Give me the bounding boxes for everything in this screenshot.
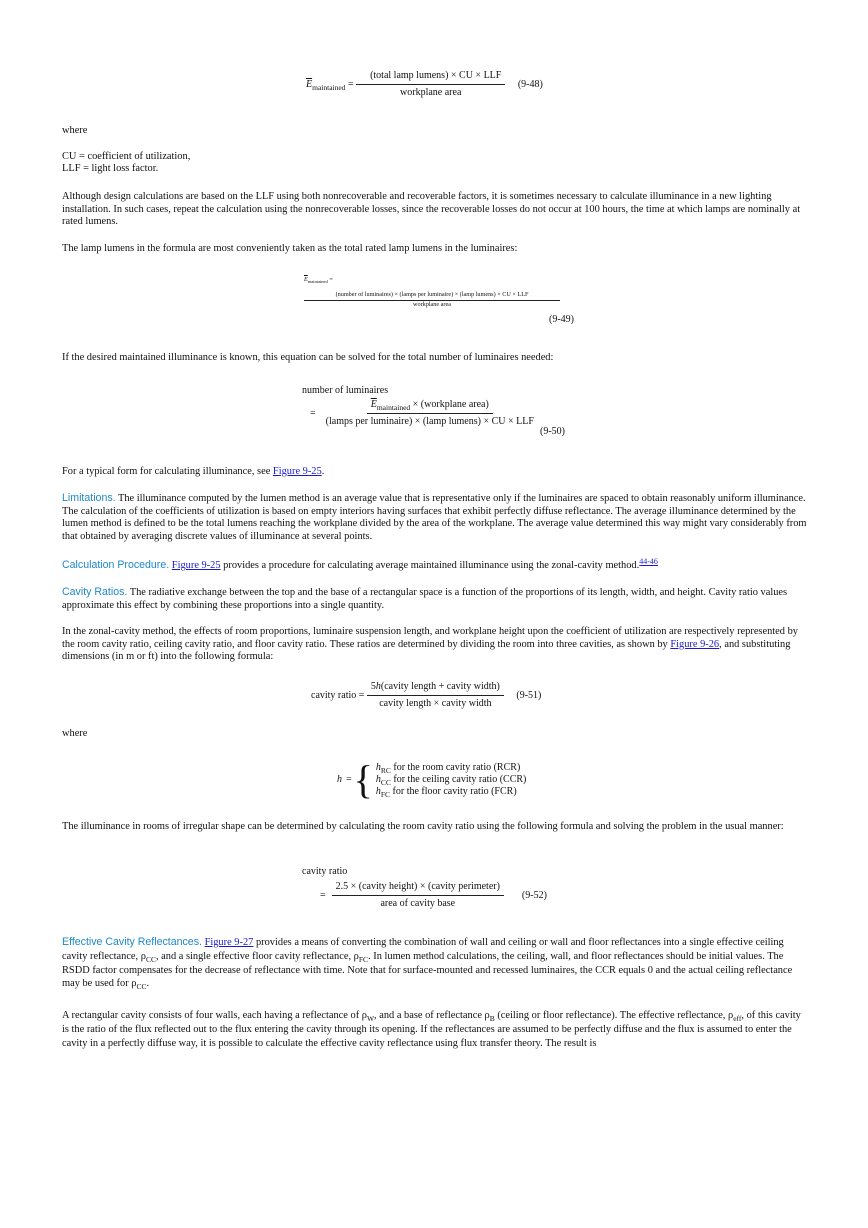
- calc-figure-9-25-link[interactable]: Figure 9-25: [171, 560, 221, 571]
- cavity-ratios-heading: Cavity Ratios.: [62, 586, 128, 598]
- equation-9-50: [302, 385, 572, 438]
- h-def-lhs: h: [337, 774, 342, 785]
- zonal-text-after: , and substituting dimensions (in m or ft) into the following formula:: [62, 638, 791, 663]
- calc-proc-text: provides a procedure for calculating average maintained illuminance using the zonal-cavity method.: [220, 560, 640, 571]
- eq51-num-pre: 5: [370, 681, 376, 692]
- eq50-num-rest: × (workplane area): [410, 399, 489, 410]
- rho-w-sub: W: [366, 1014, 375, 1023]
- equation-9-48: [306, 70, 543, 99]
- eq51-lhs: cavity ratio: [311, 689, 357, 701]
- paragraph-effective-reflectances: [62, 936, 810, 991]
- eq50-number: (9-50): [540, 426, 565, 437]
- equation-9-49: [304, 276, 574, 326]
- eq48-denominator: workplane area: [400, 87, 462, 98]
- eq51-number: (9-51): [516, 689, 542, 701]
- eq52-numerator: 2.5 × (cavity height) × (cavity perimeter): [332, 881, 504, 896]
- h-rc-sub: RC: [380, 766, 391, 775]
- eq51-fraction: [367, 681, 504, 710]
- paragraph-calculation-procedure: [62, 559, 810, 573]
- eq49-number: (9-49): [549, 314, 574, 325]
- form-text-after: .: [321, 466, 325, 477]
- h-cc-symbol: h: [375, 774, 381, 785]
- eq50-fraction: [322, 399, 538, 428]
- paragraph-cavity-ratios: [62, 586, 810, 612]
- rho-symbol: ρ: [353, 950, 359, 962]
- rho-symbol: ρ: [131, 978, 137, 990]
- eq48-fraction: [356, 70, 505, 99]
- effective-heading: Effective Cavity Reflectances.: [62, 936, 202, 948]
- eq48-number: (9-48): [517, 78, 543, 90]
- figure-9-25-link[interactable]: Figure 9-25: [272, 466, 322, 477]
- eq52-number: (9-52): [521, 889, 547, 901]
- eq48-lhs-symbol: $\overline{E}$: [306, 78, 313, 90]
- eq50-num-symbol: $\overline{E}$: [370, 399, 377, 410]
- paragraph-lamp-lumens: The lamp lumens in the formula are most conveniently taken as the total rated lamp lumens in the luminaires:: [62, 243, 518, 254]
- rho-cc-sub: CC: [136, 982, 147, 992]
- eq49-equals: =: [329, 276, 333, 283]
- h-cc-sub: CC: [380, 778, 391, 787]
- limitations-heading: Limitations.: [62, 492, 116, 504]
- rho-cc-sub: CC: [145, 954, 156, 964]
- equation-9-52: [302, 866, 547, 910]
- eq51-equals: =: [358, 689, 365, 701]
- eq52-denominator: area of cavity base: [380, 898, 456, 909]
- rect-text-2: , and a base of reflectance: [374, 1010, 485, 1021]
- rho-b-sub: B: [489, 1014, 495, 1023]
- paragraph-llf: Although design calculations are based on the LLF using both nonrecoverable and recoverable factors, it is sometimes necessary to calculate illuminance in a new lighting installation. In such cases, repeat the calculation using the nonrecoverable losses, since the recoverable losses do not occur at 100 hours, the time at which lamps are nominally at rated lumens.: [62, 191, 801, 228]
- eq49-lhs-symbol: $\overline{E}$: [304, 276, 308, 283]
- limitations-text: The illuminance computed by the lumen method is an average value that is representative only if the luminaires are spaced to obtain reasonably uniform illuminance. The calculation of the coefficients of utilization is based on empty interiors having surfaces that exhibit perfectly diffuse reflectance. The average illuminance determined by the lumen method is defined to be the total lumens reaching the workplane divided by the area of the workplane. The average value determined this way might vary considerably from that obtained by averaging discrete values of illuminance at several points.: [62, 493, 807, 542]
- cavity-ratios-text: The radiative exchange between the top and the base of a rectangular space is a function of the proportions of its length, width, and height. Cavity ratio values approximate this effect by combining these proportions into a single quantity.: [62, 587, 788, 611]
- rho-symbol: ρ: [728, 1010, 734, 1021]
- h-cc-text: for the ceiling cavity ratio (CCR): [390, 774, 527, 785]
- eq51-num-rest: (cavity length + cavity width): [380, 681, 500, 692]
- paragraph-typical-form: [62, 466, 810, 479]
- figure-9-26-link[interactable]: Figure 9-26: [670, 638, 720, 650]
- paragraph-rectangular-cavity: [62, 1009, 810, 1050]
- eq51-num-h: h: [375, 681, 381, 692]
- h-def-row-fc: [376, 786, 527, 798]
- paragraph-desired: If the desired maintained illuminance is known, this equation can be solved for the total number of luminaires needed:: [62, 352, 554, 363]
- eq49-lhs: [304, 276, 574, 284]
- effective-text-4: .: [146, 978, 150, 990]
- h-def-row-cc: [376, 774, 527, 786]
- h-fc-symbol: h: [375, 786, 381, 797]
- eq52-equals: =: [320, 889, 326, 901]
- eq49-numerator: (number of luminaires) × (lamps per luminaire) × (lamp lumens) × CU × LLF: [304, 291, 560, 301]
- figure-9-27-link[interactable]: Figure 9-27: [204, 937, 254, 948]
- equation-9-51: [311, 681, 541, 710]
- def-llf: LLF = light loss factor.: [62, 163, 159, 174]
- h-rc-text: for the room cavity ratio (RCR): [390, 762, 521, 773]
- eq52-lhs: cavity ratio: [302, 866, 348, 877]
- paragraph-zonal-cavity: [62, 626, 810, 664]
- rho-eff-sub: eff: [733, 1014, 742, 1023]
- h-definition: [337, 757, 527, 802]
- form-text-before: For a typical form for calculating illuminance, see: [62, 466, 273, 477]
- eq52-fraction: [332, 881, 504, 910]
- rect-text-3: (ceiling or floor reflectance). The effective reflectance,: [494, 1010, 728, 1021]
- rho-symbol: ρ: [484, 1010, 490, 1021]
- h-def-rows: [376, 762, 527, 798]
- rect-text-1: A rectangular cavity consists of four walls, each having a reflectance of: [62, 1010, 362, 1021]
- effective-text-1: provides a means of converting the combination of wall and ceiling or wall and floor reflectances into a single effective ceiling cavity reflectance,: [62, 937, 784, 962]
- eq49-lhs-sub: maintained: [307, 279, 328, 284]
- eq50-equals: =: [310, 407, 316, 419]
- paragraph-limitations: [62, 492, 810, 543]
- eq51-denominator: cavity length × cavity width: [379, 698, 492, 709]
- eq50-num-sub: maintained: [376, 403, 411, 412]
- effective-text-2: , and a single effective floor cavity reflectance,: [155, 950, 354, 962]
- calc-proc-heading: Calculation Procedure.: [62, 559, 170, 571]
- eq50-denominator: (lamps per luminaire) × (lamp lumens) × CU × LLF: [325, 416, 534, 427]
- eq48-numerator: (total lamp lumens) × CU × LLF: [356, 70, 505, 85]
- rect-text-4: , of this cavity is the ratio of the flux reflected out to the flux entering the cavity through its opening. If the reflectances are assumed to be perfectly diffuse and the flux is assumed to enter the cavity in a perfectly diffuse way, it is possible to calculate the effective cavity reflectance using flux transfer theory. The result is: [62, 1010, 801, 1049]
- eq49-fraction: [304, 291, 560, 309]
- eq48-lhs-sub: maintained: [312, 82, 346, 92]
- paragraph-irregular-shape: The illuminance in rooms of irregular shape can be determined by calculating the room cavity ratio using the following formula and solving the problem in the usual manner:: [62, 821, 784, 832]
- where-label-2: where: [62, 728, 88, 739]
- rho-fc-sub: FC: [358, 954, 369, 964]
- reference-44-46-link[interactable]: 44-46: [639, 557, 658, 566]
- h-rc-symbol: h: [375, 762, 381, 773]
- h-def-row-rc: [376, 762, 527, 774]
- def-cu: CU = coefficient of utilization,: [62, 151, 191, 162]
- h-fc-text: for the floor cavity ratio (FCR): [390, 786, 517, 797]
- h-fc-sub: FC: [380, 790, 391, 799]
- eq51-numerator: [367, 681, 504, 696]
- where-label-1: where: [62, 125, 88, 136]
- eq48-equals: =: [347, 78, 354, 90]
- effective-text-3: . In lumen method calculations, the ceiling, wall, and floor reflectances should be initial values. The RSDD factor compensates for the decrease of reflectance with time. Note that for surface-mounted and recessed luminaires, the CCR equals 0 and the actual ceiling reflectance may be used for: [62, 950, 793, 990]
- eq50-numerator: [367, 399, 493, 414]
- eq49-denominator: workplane area: [413, 301, 451, 308]
- zonal-text-before: In the zonal-cavity method, the effects of room proportions, luminaire suspension length, and workplane height upon the coefficient of utilization are respectively represented by the room cavity ratio, ceiling cavity ratio, and floor cavity ratio. These ratios are determined by dividing the room into three cavities, as shown by: [62, 626, 798, 650]
- h-def-equals: =: [346, 774, 352, 785]
- rho-symbol: ρ: [361, 1010, 367, 1021]
- left-brace-icon: {: [353, 757, 373, 802]
- rho-symbol: ρ: [140, 950, 146, 962]
- eq50-lhs: number of luminaires: [302, 385, 389, 396]
